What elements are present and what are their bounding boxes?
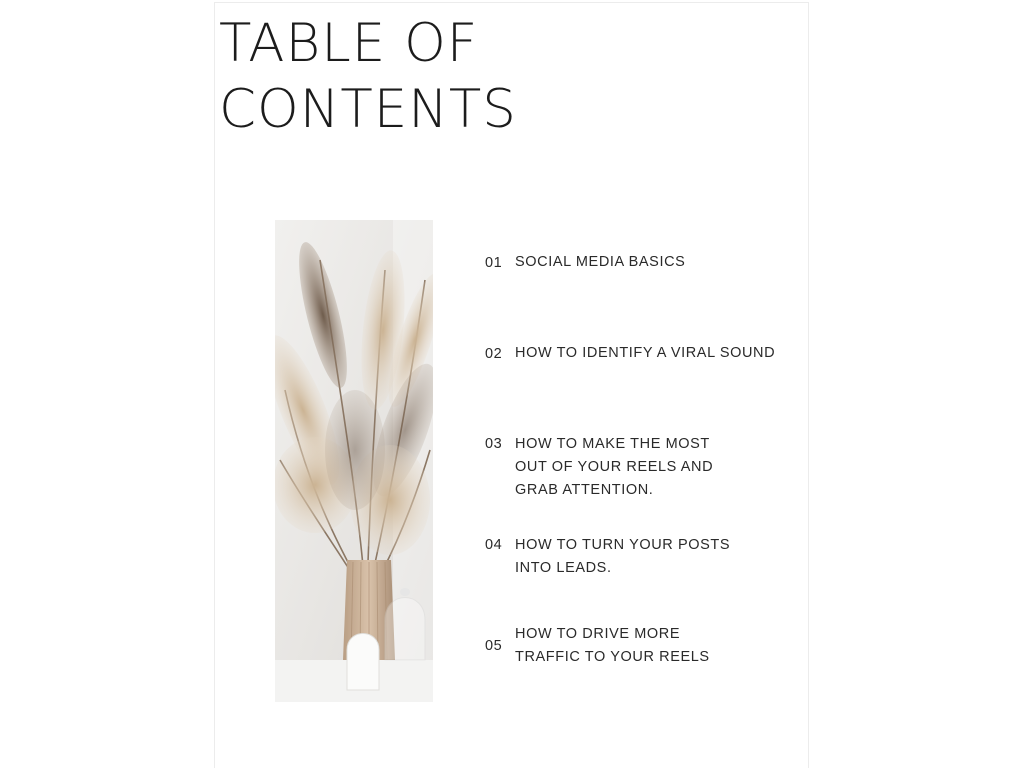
toc-number: 04 bbox=[485, 537, 503, 553]
toc-item-05 bbox=[485, 623, 710, 669]
toc-item-03 bbox=[485, 433, 713, 502]
title-line-1: TABLE OF bbox=[219, 13, 479, 74]
toc-number: 02 bbox=[485, 345, 503, 362]
page-title bbox=[219, 11, 517, 143]
toc-title: HOW TO DRIVE MORE TRAFFIC TO YOUR REELS bbox=[515, 626, 710, 665]
toc-number: 03 bbox=[485, 436, 503, 452]
toc-title: HOW TO TURN YOUR POSTS INTO LEADS. bbox=[515, 537, 731, 576]
toc-item-02 bbox=[485, 342, 775, 365]
toc-title: HOW TO MAKE THE MOST OUT OF YOUR REELS AND GRAB ATTENTION. bbox=[515, 436, 714, 498]
pampas-grass-vase-photo bbox=[275, 220, 433, 702]
toc-item-01 bbox=[485, 251, 685, 274]
toc-number: 05 bbox=[485, 638, 503, 654]
toc-title: SOCIAL MEDIA BASICS bbox=[515, 254, 686, 270]
toc-item-04 bbox=[485, 534, 730, 580]
toc-title: HOW TO IDENTIFY A VIRAL SOUND bbox=[515, 345, 776, 361]
title-line-2: CONTENTS bbox=[219, 79, 517, 140]
document-page bbox=[214, 2, 809, 768]
toc-number: 01 bbox=[485, 254, 503, 271]
